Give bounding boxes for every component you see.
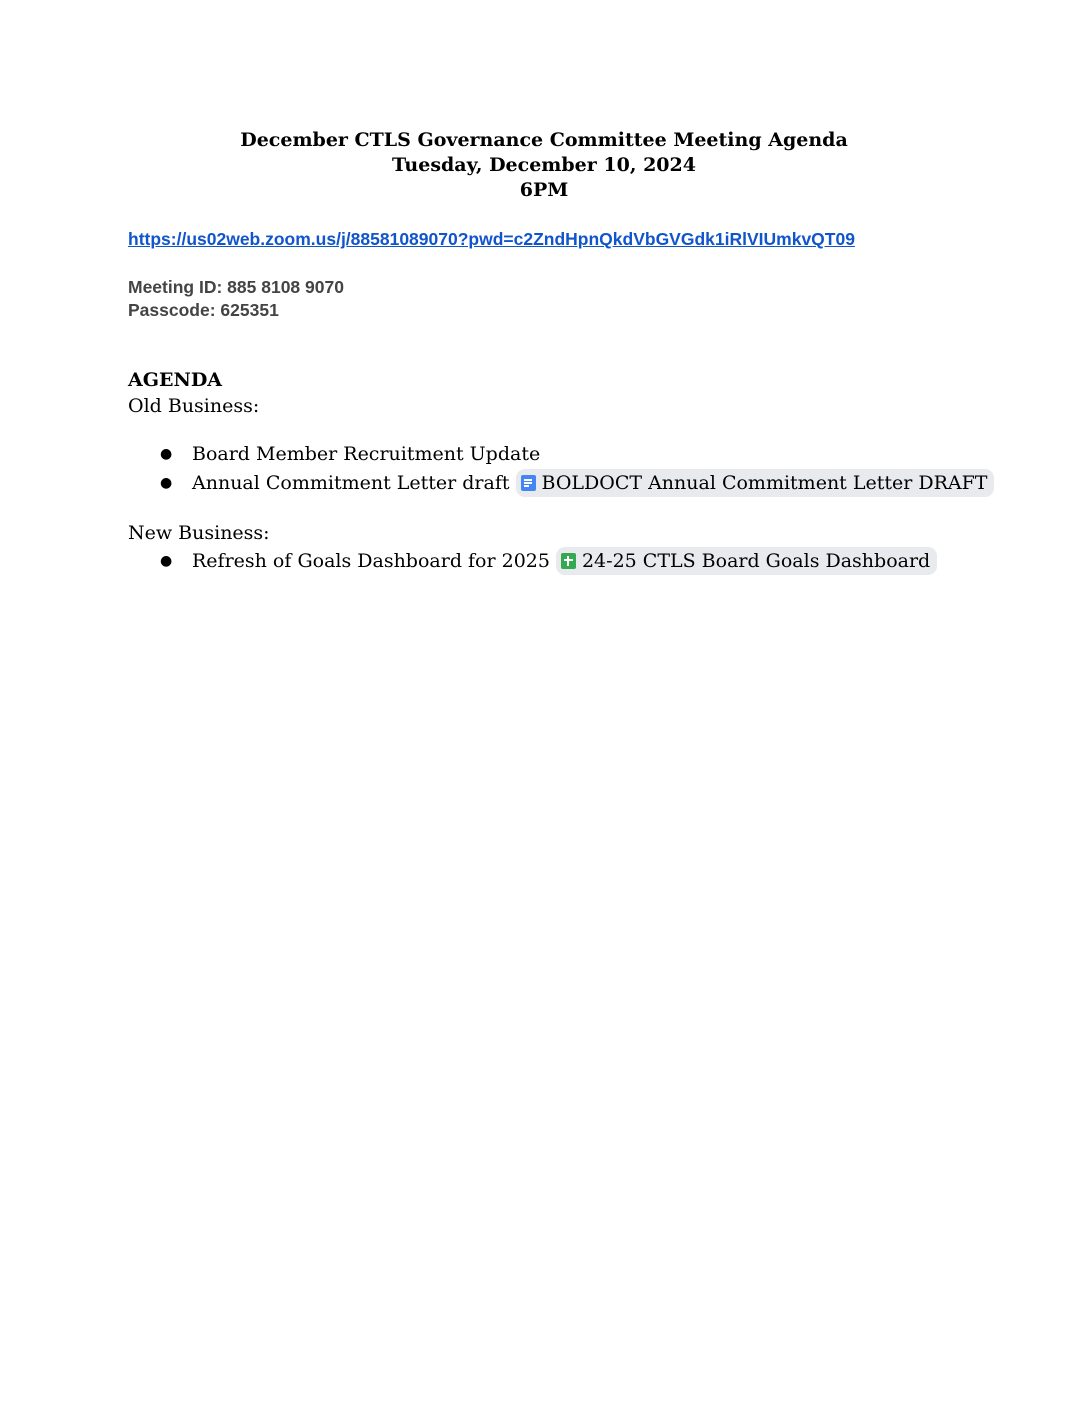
- document-header: [0, 128, 1088, 203]
- google-sheets-icon: [561, 553, 576, 569]
- list-item: [160, 547, 937, 575]
- meeting-id: Meeting ID: 885 8108 9070: [128, 277, 344, 297]
- zoom-meeting-link[interactable]: https://us02web.zoom.us/j/88581089070?pwd=c2ZndHpnQkdVbGVGdk1iRlVIUmkvQT09: [128, 229, 855, 249]
- file-link-chip[interactable]: [516, 469, 995, 497]
- file-link-chip[interactable]: [556, 547, 937, 575]
- list-item-text: Annual Commitment Letter draft: [192, 472, 510, 494]
- meeting-title: December CTLS Governance Committee Meeting Agenda: [240, 129, 848, 151]
- list-item: [160, 469, 994, 497]
- chip-label: BOLDOCT Annual Commitment Letter DRAFT: [541, 472, 988, 494]
- bullet: ●: [160, 553, 173, 569]
- passcode: Passcode: 625351: [128, 300, 279, 320]
- meeting-info: [128, 276, 344, 322]
- google-docs-icon: [521, 475, 536, 491]
- meeting-date: Tuesday, December 10, 2024: [392, 154, 696, 176]
- agenda-heading: AGENDA: [128, 369, 223, 391]
- list-item-text: Board Member Recruitment Update: [192, 443, 541, 465]
- bullet: ●: [160, 446, 173, 462]
- meeting-time: 6PM: [519, 179, 569, 201]
- old-business-label: Old Business:: [128, 395, 260, 417]
- list-item: [160, 443, 540, 465]
- new-business-label: New Business:: [128, 522, 270, 544]
- chip-label: 24-25 CTLS Board Goals Dashboard: [581, 550, 931, 572]
- bullet: ●: [160, 475, 173, 491]
- list-item-text: Refresh of Goals Dashboard for 2025: [192, 550, 550, 572]
